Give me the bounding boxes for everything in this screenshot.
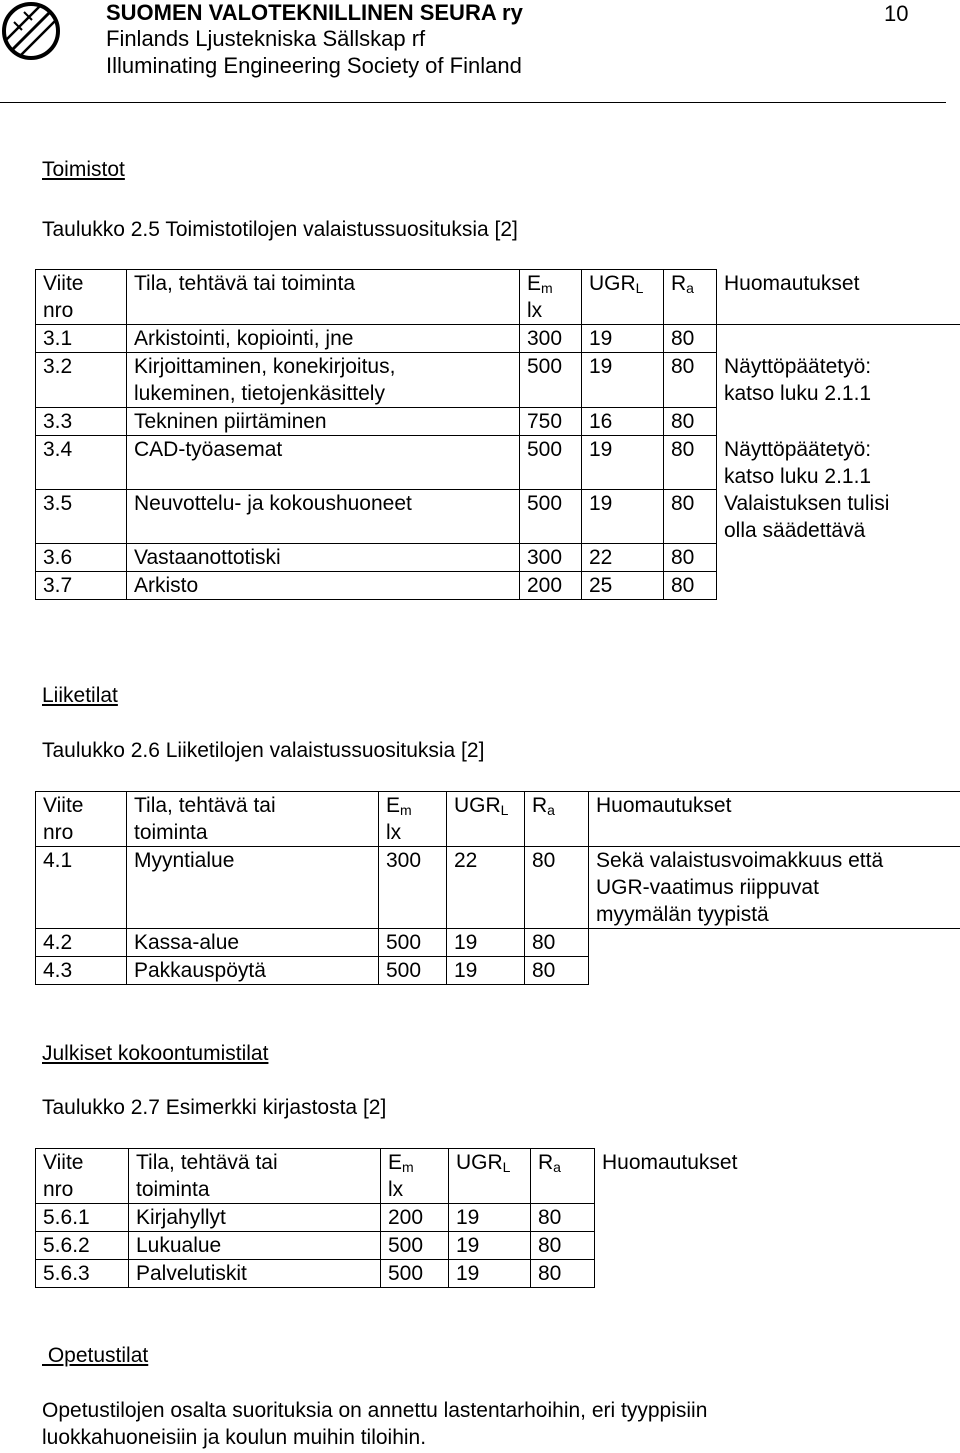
cell-ref: 5.6.2 xyxy=(36,1232,129,1260)
col-ref: Viite nro xyxy=(36,792,127,847)
header-rule xyxy=(0,102,946,103)
table-header-row xyxy=(36,270,960,325)
cell-ugr: 19 xyxy=(582,490,664,544)
cell-ra: 80 xyxy=(664,490,717,544)
cell-ugr: 19 xyxy=(449,1260,531,1288)
cell-em: 500 xyxy=(520,490,582,544)
table-offices xyxy=(35,269,960,600)
cell-em: 200 xyxy=(520,572,582,600)
table-row xyxy=(36,847,960,929)
caption-table-2-6: Taulukko 2.6 Liiketilojen valaistussuosituksia [2] xyxy=(42,739,485,762)
cell-notes: Näyttöpäätetyö: katso luku 2.1.1 xyxy=(717,436,960,490)
cell-task: Neuvottelu- ja kokoushuoneet xyxy=(127,490,520,544)
cell-task: Vastaanottotiski xyxy=(127,544,520,572)
society-logo xyxy=(0,0,62,62)
cell-ra: 80 xyxy=(531,1232,595,1260)
cell-notes xyxy=(717,544,960,572)
body-education-line-1: Opetustilojen osalta suorituksia on annettu lastentarhoihin, eri tyyppisiin xyxy=(42,1399,708,1422)
cell-ref: 4.1 xyxy=(36,847,127,929)
heading-education: Opetustilat xyxy=(42,1344,149,1367)
cell-ra: 80 xyxy=(664,408,717,436)
cell-task: Lukualue xyxy=(129,1232,381,1260)
cell-ref: 3.2 xyxy=(36,353,127,408)
table-row xyxy=(36,436,960,490)
cell-notes xyxy=(595,1204,960,1232)
cell-notes: Valaistuksen tulisi olla säädettävä xyxy=(717,490,960,544)
cell-ra: 80 xyxy=(531,1204,595,1232)
cell-ref: 4.2 xyxy=(36,929,127,957)
cell-ra: 80 xyxy=(664,353,717,408)
col-em: $E_m$ lx xyxy=(381,1149,449,1204)
col-ref: Viite nro xyxy=(36,1149,129,1204)
col-notes: Huomautukset xyxy=(717,270,960,325)
table-row xyxy=(36,957,960,985)
cell-ugr: 19 xyxy=(582,353,664,408)
cell-em: 500 xyxy=(379,929,447,957)
cell-ref: 3.3 xyxy=(36,408,127,436)
cell-task: Arkistointi, kopiointi, jne xyxy=(127,325,520,353)
col-notes: Huomautukset xyxy=(595,1149,960,1204)
cell-ref: 3.1 xyxy=(36,325,127,353)
cell-ra: 80 xyxy=(664,436,717,490)
table-row xyxy=(36,353,960,408)
body-education-line-2: luokkahuoneisiin ja koulun muihin tiloihin. xyxy=(42,1426,427,1449)
heading-retail: Liiketilat xyxy=(42,684,118,707)
col-ra: $R_a$ xyxy=(531,1149,595,1204)
col-task: Tila, tehtävä tai toiminta xyxy=(127,270,520,325)
caption-table-2-7: Taulukko 2.7 Esimerkki kirjastosta [2] xyxy=(42,1096,387,1119)
cell-task: Myyntialue xyxy=(127,847,379,929)
table-row xyxy=(36,1260,960,1288)
cell-task: Pakkauspöytä xyxy=(127,957,379,985)
cell-notes xyxy=(595,1260,960,1288)
table-library xyxy=(35,1148,960,1288)
cell-notes xyxy=(595,1232,960,1260)
cell-ref: 3.5 xyxy=(36,490,127,544)
cell-em: 500 xyxy=(379,957,447,985)
table-header-row xyxy=(36,1149,960,1204)
cell-em: 500 xyxy=(520,353,582,408)
col-ugr: $UGR_L$ xyxy=(447,792,525,847)
cell-em: 500 xyxy=(381,1232,449,1260)
cell-ugr: 19 xyxy=(449,1232,531,1260)
cell-ugr: 25 xyxy=(582,572,664,600)
cell-task: Kirjoittaminen, konekirjoitus, lukeminen, tietojenkäsittely xyxy=(127,353,520,408)
cell-em: 750 xyxy=(520,408,582,436)
cell-ugr: 19 xyxy=(447,929,525,957)
cell-notes: Sekä valaistusvoimakkuus että UGR-vaatimus riippuvat myymälän tyypistä xyxy=(589,847,960,929)
cell-notes xyxy=(717,572,960,600)
table-row xyxy=(36,544,960,572)
cell-task: Kirjahyllyt xyxy=(129,1204,381,1232)
col-ugr: $UGR_L$ xyxy=(582,270,664,325)
cell-task: Kassa-alue xyxy=(127,929,379,957)
table-row xyxy=(36,490,960,544)
cell-ra: 80 xyxy=(525,929,589,957)
cell-task: Arkisto xyxy=(127,572,520,600)
cell-task: CAD-työasemat xyxy=(127,436,520,490)
table-header-row xyxy=(36,792,960,847)
col-em: $E_m$ lx xyxy=(520,270,582,325)
cell-ref: 5.6.1 xyxy=(36,1204,129,1232)
cell-notes: Näyttöpäätetyö: katso luku 2.1.1 xyxy=(717,353,960,408)
cell-ra: 80 xyxy=(525,957,589,985)
heading-public: Julkiset kokoontumistilat xyxy=(42,1042,269,1065)
col-ugr: $UGR_L$ xyxy=(449,1149,531,1204)
cell-notes xyxy=(589,929,960,957)
heading-offices: Toimistot xyxy=(42,158,125,181)
cell-em: 500 xyxy=(381,1260,449,1288)
cell-ra: 80 xyxy=(664,572,717,600)
col-task: Tila, tehtävä tai toiminta xyxy=(127,792,379,847)
table-row xyxy=(36,325,960,353)
cell-em: 300 xyxy=(520,325,582,353)
cell-notes xyxy=(717,408,960,436)
cell-ugr: 22 xyxy=(582,544,664,572)
cell-ra: 80 xyxy=(664,544,717,572)
table-row xyxy=(36,1204,960,1232)
col-ref: Viite nro xyxy=(36,270,127,325)
cell-ref: 3.6 xyxy=(36,544,127,572)
cell-ugr: 16 xyxy=(582,408,664,436)
cell-ref: 4.3 xyxy=(36,957,127,985)
cell-ref: 5.6.3 xyxy=(36,1260,129,1288)
cell-ugr: 19 xyxy=(582,325,664,353)
org-name-finnish: SUOMEN VALOTEKNILLINEN SEURA ry xyxy=(106,0,523,25)
col-em: $E_m$ lx xyxy=(379,792,447,847)
cell-ugr: 19 xyxy=(449,1204,531,1232)
cell-em: 300 xyxy=(520,544,582,572)
cell-ugr: 19 xyxy=(582,436,664,490)
col-ra: $R_a$ xyxy=(664,270,717,325)
org-name-english: Illuminating Engineering Society of Finland xyxy=(106,53,522,78)
cell-ugr: 19 xyxy=(447,957,525,985)
cell-em: 500 xyxy=(520,436,582,490)
table-row xyxy=(36,1232,960,1260)
caption-table-2-5: Taulukko 2.5 Toimistotilojen valaistussuosituksia [2] xyxy=(42,218,518,241)
cell-ra: 80 xyxy=(531,1260,595,1288)
table-retail xyxy=(35,791,960,985)
cell-ra: 80 xyxy=(525,847,589,929)
cell-notes xyxy=(717,325,960,353)
cell-task: Palvelutiskit xyxy=(129,1260,381,1288)
org-name-swedish: Finlands Ljustekniska Sällskap rf xyxy=(106,26,426,51)
cell-ref: 3.4 xyxy=(36,436,127,490)
table-row xyxy=(36,929,960,957)
table-row xyxy=(36,572,960,600)
cell-ref: 3.7 xyxy=(36,572,127,600)
table-row xyxy=(36,408,960,436)
cell-em: 200 xyxy=(381,1204,449,1232)
page-number: 10 xyxy=(884,1,909,26)
cell-em: 300 xyxy=(379,847,447,929)
cell-ra: 80 xyxy=(664,325,717,353)
cell-notes xyxy=(589,957,960,985)
cell-ugr: 22 xyxy=(447,847,525,929)
col-ra: $R_a$ xyxy=(525,792,589,847)
col-notes: Huomautukset xyxy=(589,792,960,847)
cell-task: Tekninen piirtäminen xyxy=(127,408,520,436)
col-task: Tila, tehtävä tai toiminta xyxy=(129,1149,381,1204)
